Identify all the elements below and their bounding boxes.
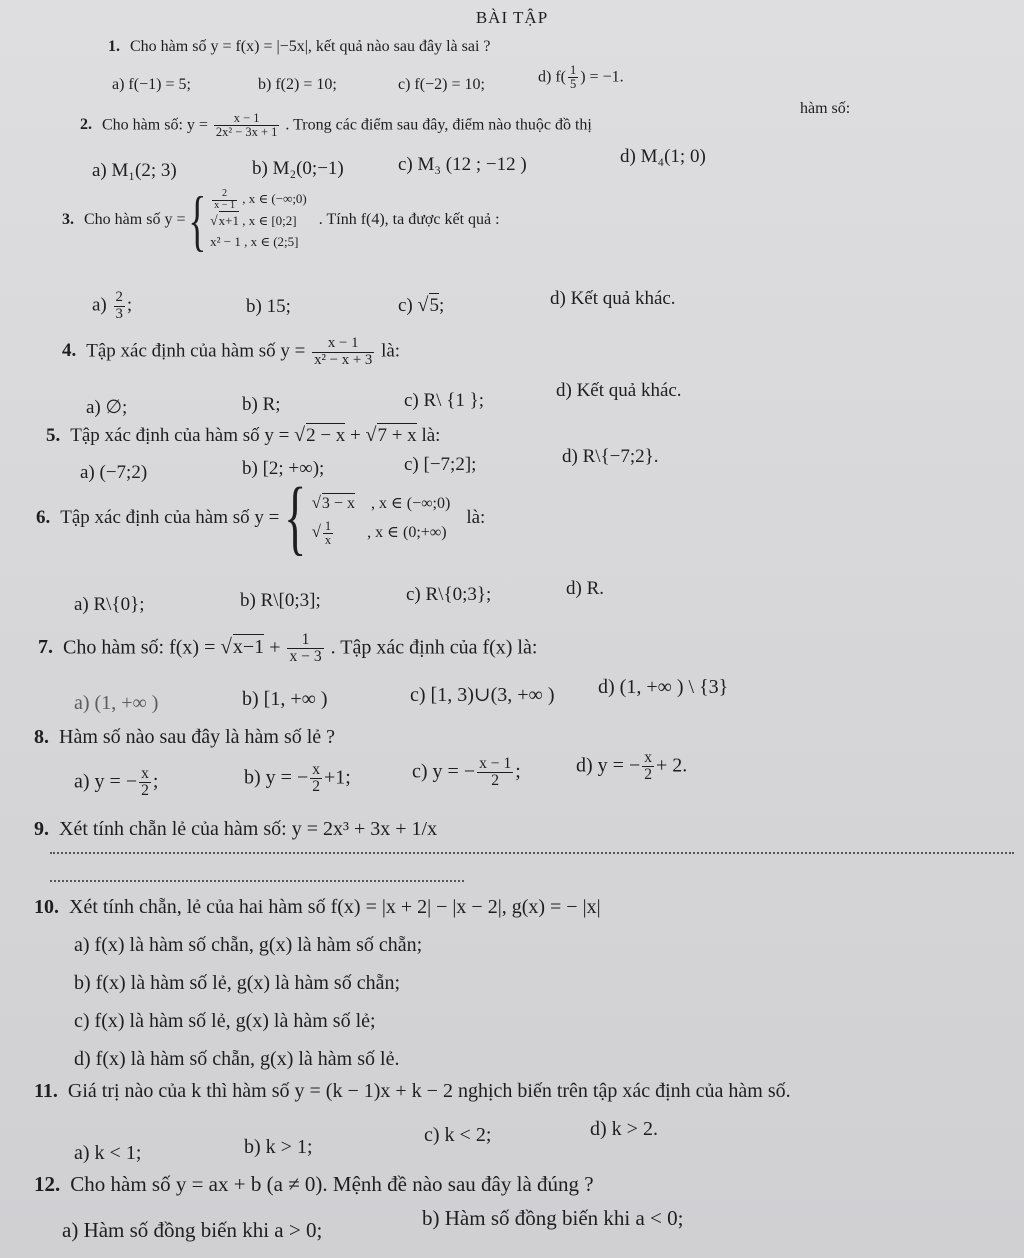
question-10: 10. Xét tính chẵn, lẻ của hai hàm số f(x) = |x + 2| − |x − 2|, g(x) = − |x| [34,896,601,918]
question-number: 2. [80,116,92,134]
answer-line [50,852,1014,854]
q12-option-b[interactable]: b) Hàm số đồng biến khi a < 0; [422,1206,684,1230]
question-number: 5. [46,425,61,446]
q3-option-d[interactable]: d) Kết quả khác. [550,288,676,309]
page-title: BÀI TẬP [475,8,549,27]
q12-option-a[interactable]: a) Hàm số đồng biến khi a > 0; [62,1218,323,1242]
q8-option-c[interactable]: c) y = − $\frac{x - 1}{2}$ ; [412,755,521,790]
q3-option-c[interactable]: c) √5; [398,294,445,316]
q11-option-c[interactable]: c) k < 2; [424,1124,492,1146]
question-text: Cho hàm số y = f(x) = |−5x|, kết quả nào sau đây là sai ? [130,38,491,55]
q6-option-b[interactable]: b) R\[0;3]; [240,590,321,611]
sqrt-icon: √ [220,634,232,659]
q6-option-c[interactable]: c) R\{0;3}; [406,584,492,605]
question-number: 4. [62,340,77,362]
q3-option-a[interactable]: a) $\frac{2}{3}$ ; [92,289,133,322]
question-number: 1. [108,38,120,55]
piecewise-cases: √3 − x , x ∈ (−∞;0) √ $\frac{1}{x}$ , x ∈ (0;+∞) [311,493,451,547]
question-1 [108,38,491,56]
q5-option-a[interactable]: a) (−7;2) [80,462,148,483]
q11-option-d[interactable]: d) k > 2. [590,1118,658,1140]
question-8: 8. Hàm số nào sau đây là hàm số lẻ ? [34,726,336,748]
q8-option-b[interactable]: b) y = − $\frac{x}{2}$ +1; [244,761,351,796]
q3-option-b[interactable]: b) 15; [246,296,291,317]
q5-option-c[interactable]: c) [−7;2]; [404,454,477,475]
question-11: 11. Giá trị nào của k thì hàm số y = (k − 1)x + k − 2 nghịch biến trên tập xác định của hàm số. [34,1080,791,1102]
q4-option-d[interactable]: d) Kết quả khác. [556,380,682,401]
q10-option-b[interactable]: b) f(x) là hàm số lẻ, g(x) là hàm số chẵn; [74,972,401,994]
q7-option-d[interactable]: d) (1, +∞ ) \ {3} [598,676,729,698]
q2-option-d[interactable]: d) M₄(1; 0) [620,146,706,167]
piecewise-cases: $\frac{2}{x - 1}$ , x ∈ (−∞;0) √x+1 , x ∈ [0;2] x² − 1 , x ∈ (2;5] [210,187,307,249]
brace-icon: { [284,471,307,564]
q6-option-d[interactable]: d) R. [566,578,604,599]
q10-option-a[interactable]: a) f(x) là hàm số chẵn, g(x) là hàm số chẵn; [74,934,423,956]
sqrt-icon: √ [365,424,377,446]
sqrt-icon: √ [294,424,306,446]
sqrt-icon: √ [311,521,321,541]
q5-option-b[interactable]: b) [2; +∞); [242,458,325,479]
q4-option-c[interactable]: c) R\ {1 }; [404,390,484,411]
sqrt-icon: √ [210,213,218,229]
q11-option-a[interactable]: a) k < 1; [74,1142,142,1164]
q10-option-d[interactable]: d) f(x) là hàm số chẵn, g(x) là hàm số lẻ. [74,1048,400,1070]
q7-option-b[interactable]: b) [1, +∞ ) [242,688,328,710]
q1-option-a[interactable]: a) f(−1) = 5; [112,76,191,93]
fraction: $\frac{1}{5}$ [569,63,577,92]
q8-option-d[interactable]: d) y = − $\frac{x}{2}$ + 2. [576,749,688,784]
fraction: $\frac{x - 1}{\text{2x² − 3x + 1}}$ [215,111,278,140]
brace-icon: { [188,182,207,258]
q1-option-b[interactable]: b) f(2) = 10; [258,76,337,93]
question-9: 9. Xét tính chẵn lẻ của hàm số: y = 2x³ + 3x + 1/x [34,818,438,840]
question-number: 12. [34,1172,61,1196]
q5-option-d[interactable]: d) R\{−7;2}. [562,446,659,467]
question-number: 10. [34,896,59,918]
question-5: 5. Tập xác định của hàm số y = √2 − x + √7 + x là: [46,424,441,446]
question-number: 7. [38,636,53,659]
q2-option-b[interactable]: b) M₂(0;−1) [252,158,344,179]
question-6: 6. Tập xác định của hàm số y = { √3 − x , x ∈ (−∞;0) √ $\frac{1}{x}$ , x ∈ (0;+∞) là: [36,471,486,564]
q10-option-c[interactable]: c) f(x) là hàm số lẻ, g(x) là hàm số lẻ; [74,1010,376,1032]
q2-option-a[interactable]: a) M₁(2; 3) [92,160,177,181]
question-number: 6. [36,507,51,528]
q1-option-c[interactable]: c) f(−2) = 10; [398,76,485,93]
q2-option-c[interactable]: c) M₃ (12 ; −12 ) [398,154,527,175]
question-number: 9. [34,818,49,840]
q4-option-a[interactable]: a) ∅; [86,397,128,418]
q6-option-a[interactable]: a) R\{0}; [74,594,145,615]
q11-option-b[interactable]: b) k > 1; [244,1136,313,1158]
question-4: 4. Tập xác định của hàm số y = $\frac{x - 1}{\text{x² − x + 3}}$ là: [62,335,401,368]
q4-option-b[interactable]: b) R; [242,394,281,415]
question-number: 3. [62,211,74,228]
question-number: 11. [34,1080,58,1102]
sqrt-icon: √ [417,294,429,316]
q7-option-a[interactable]: a) (1, +∞ ) [74,692,159,714]
question-3: 3. Cho hàm số y = { $\frac{2}{x - 1}$ , x ∈ (−∞;0) √x+1 , x ∈ [0;2] x² − 1 , x ∈ (2;5] . Tính f(4), ta được kết quả : [62,182,500,258]
question-7: 7. Cho hàm số: f(x) = √x−1 + $\frac{1}{x - 3}$ . Tập xác định của f(x) là: [38,631,538,666]
q8-option-a[interactable]: a) y = − $\frac{x}{2}$ ; [74,765,159,800]
question-number: 8. [34,726,49,748]
q1-option-d[interactable]: d) f( $\frac{1}{5}$ ) = −1. [538,63,624,92]
q7-option-c[interactable]: c) [1, 3)∪(3, +∞ ) [410,684,555,706]
sqrt-icon: √ [311,493,321,513]
question-12: 12. Cho hàm số y = ax + b (a ≠ 0). Mệnh đề nào sau đây là đúng ? [34,1172,594,1196]
answer-line [50,880,464,882]
question-2: 2. Cho hàm số: y = $\frac{x - 1}{\text{2x² − 3x + 1}}$ . Trong các điểm sau đây, điểm nào thuộc đồ thị [80,111,592,140]
question-2-tail: hàm số: [800,100,851,117]
